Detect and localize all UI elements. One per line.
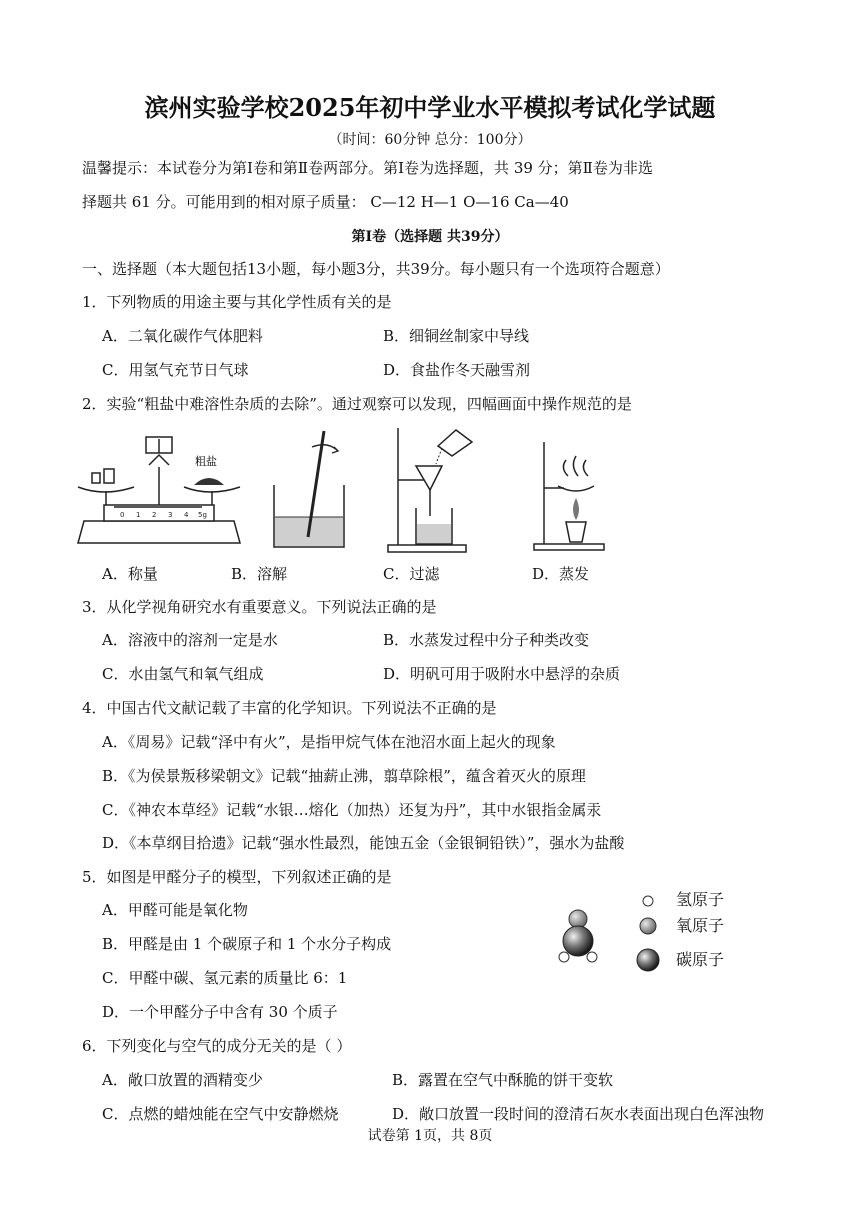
q6-option-c: C．点燃的蜡烛能在空气中安静燃烧 (102, 1105, 339, 1123)
q3-stem: 3．从化学视角研究水有重要意义。下列说法正确的是 (82, 598, 437, 616)
q3-option-c: C．水由氢气和氧气组成 (102, 665, 264, 683)
coarse-salt-label: 粗盐 (195, 455, 217, 468)
q6-option-b: B．露置在空气中酥脆的饼干变软 (392, 1071, 614, 1089)
q2-option-c: C．过滤 (383, 565, 440, 583)
legend-hydrogen: 氢原子 (676, 890, 725, 909)
dissolve-figure (268, 425, 358, 553)
filter-figure (386, 420, 496, 555)
q2-stem: 2．实验“粗盐中难溶性杂质的去除”。通过观察可以发现，四幅画面中操作规范的是 (82, 395, 632, 413)
q6-stem: 6．下列变化与空气的成分无关的是（ ） (82, 1037, 352, 1055)
q1-option-a: A．二氧化碳作气体肥料 (102, 327, 263, 345)
q2-option-a: A．称量 (102, 565, 158, 583)
q6-option-d: D．敞口放置一段时间的澄清石灰水表面出现白色浑浊物 (392, 1105, 765, 1123)
q6-option-a: A．敞口放置的酒精变少 (102, 1071, 263, 1089)
q2-option-d: D．蒸发 (532, 565, 590, 583)
scale-tick: 2 (152, 511, 157, 519)
q5-stem: 5．如图是甲醛分子的模型，下列叙述正确的是 (82, 868, 392, 886)
q4-option-a: A．《周易》记载“泽中有火”，是指甲烷气体在池沼水面上起火的现象 (102, 733, 556, 751)
scale-tick: 3 (168, 511, 173, 519)
q5-option-c: C．甲醛中碳、氢元素的质量比 6：1 (102, 969, 348, 987)
q4-option-c: C．《神农本草经》记载“水银…熔化（加热）还复为丹”，其中水银指金属汞 (102, 801, 602, 819)
q4-option-b: B．《为侯景叛移梁朝文》记载“抽薪止沸，翦草除根”，蕴含着灭火的原理 (102, 767, 586, 785)
q5-option-d: D．一个甲醛分子中含有 30 个质子 (102, 1003, 338, 1021)
scale-tick: 5g (198, 511, 207, 519)
exam-subtitle: （时间：60分钟 总分：100分） (328, 132, 532, 148)
q2-option-b: B．溶解 (231, 565, 288, 583)
section-heading: 第Ⅰ卷（选择题 共39分） (351, 229, 509, 245)
legend-oxygen: 氧原子 (676, 916, 725, 935)
tip-line-1: 温馨提示：本试卷分为第Ⅰ卷和第Ⅱ卷两部分。第Ⅰ卷为选择题，共 39 分；第Ⅱ卷为非选 (82, 159, 653, 177)
scale-tick: 1 (136, 511, 141, 519)
legend-carbon: 碳原子 (676, 950, 725, 969)
q5-option-b: B．甲醛是由 1 个碳原子和 1 个水分子构成 (102, 935, 392, 953)
balance-figure (74, 425, 244, 553)
scale-tick: 0 (120, 511, 125, 519)
q1-option-c: C．用氢气充节日气球 (102, 361, 249, 379)
page-footer: 试卷第 1页，共 8页 (367, 1128, 493, 1144)
q4-stem: 4．中国古代文献记载了丰富的化学知识。下列说法不正确的是 (82, 699, 497, 717)
q1-option-d: D．食盐作冬天融雪剂 (383, 361, 531, 379)
q3-option-a: A．溶液中的溶剂一定是水 (102, 631, 278, 649)
tip-line-2: 择题共 61 分。可能用到的相对原子质量： C—12 H—1 O—16 Ca—40 (82, 193, 569, 211)
q5-option-a: A．甲醛可能是氧化物 (102, 901, 248, 919)
q3-option-d: D．明矾可用于吸附水中悬浮的杂质 (383, 665, 621, 683)
q1-option-b: B．细铜丝制家中导线 (383, 327, 530, 345)
legend-icons (636, 888, 660, 978)
evaporate-figure (530, 432, 610, 552)
section-instruction: 一、选择题（本大题包括13小题，每小题3分，共39分。每小题只有一个选项符合题意） (82, 260, 670, 278)
exam-title: 滨州实验学校2025年初中学业水平模拟考试化学试题 (144, 93, 716, 122)
q1-stem: 1．下列物质的用途主要与其化学性质有关的是 (82, 293, 392, 311)
scale-tick: 4 (184, 511, 189, 519)
q3-option-b: B．水蒸发过程中分子种类改变 (383, 631, 590, 649)
q4-option-d: D．《本草纲目拾遗》记载“强水性最烈，能蚀五金（金银铜铅铁）”，强水为盐酸 (102, 834, 625, 852)
formaldehyde-model (548, 905, 608, 967)
